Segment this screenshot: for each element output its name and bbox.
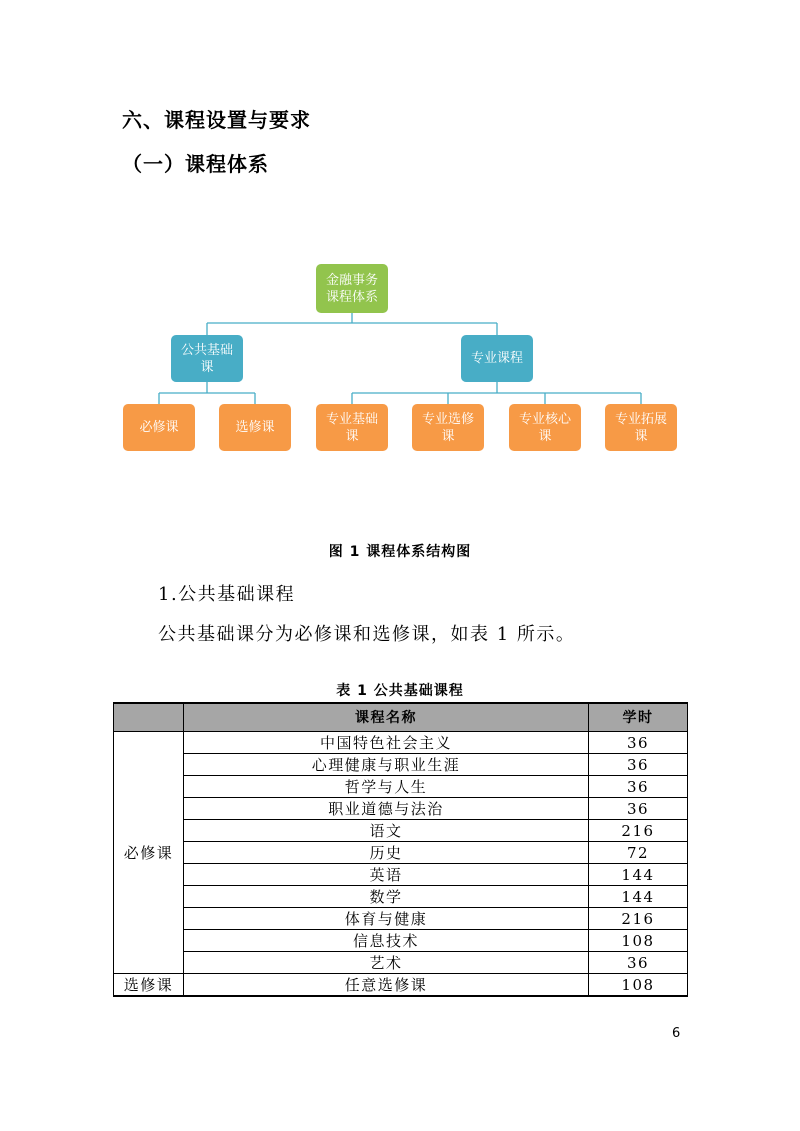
hours-cell: 216 [589,908,688,930]
table-row [114,754,688,776]
table-row [114,798,688,820]
subsection-title: （一）课程体系 [122,152,269,176]
category-cell: 选修课 [114,974,184,997]
header-category [114,703,184,732]
branch-major-line-1: 专业课程 [470,351,523,366]
table-row [114,908,688,930]
hours-cell: 144 [589,886,688,908]
hours-cell: 36 [589,776,688,798]
diagram-leaf-major-extension [605,404,677,451]
diagram-branch-public [171,335,243,382]
leaf-major-core-line-1: 专业核心 [518,411,571,427]
table-row [114,820,688,842]
course-name-cell: 任意选修课 [184,974,589,997]
figure-caption: 图 1 课程体系结构图 [328,544,472,560]
course-name-cell: 数学 [184,886,589,908]
course-name-cell: 英语 [184,864,589,886]
diagram-leaf-required [123,404,195,451]
leaf-major-basic-line-1: 专业基础 [325,411,378,427]
leaf-major-extension-line-2: 课 [634,428,648,444]
hours-cell: 36 [589,732,688,754]
table-row [114,732,688,754]
header-course-name: 课程名称 [184,703,589,732]
diagram-connectors [0,0,800,520]
diagram-leaf-major-elective [412,404,484,451]
table-row [114,886,688,908]
root-line-1: 金融事务 [325,272,378,288]
hours-cell: 72 [589,842,688,864]
branch-public-line-1: 公共基础 [180,342,233,358]
course-name-cell: 语文 [184,820,589,842]
leaf-major-elective-line-2: 课 [441,428,455,444]
branch-public-line-2: 课 [200,359,214,375]
course-name-cell: 中国特色社会主义 [184,732,589,754]
heading-public-courses: 1.公共基础课程 [158,584,296,605]
leaf-required-line-1: 必修课 [139,420,179,435]
course-name-cell: 体育与健康 [184,908,589,930]
header-hours: 学时 [589,703,688,732]
course-name-cell: 哲学与人生 [184,776,589,798]
course-name-cell: 信息技术 [184,930,589,952]
leaf-major-core-line-2: 课 [538,428,552,444]
section-title: 六、课程设置与要求 [122,108,311,132]
table-header-row [114,703,688,732]
table-caption: 表 1 公共基础课程 [336,683,464,699]
leaf-major-basic-line-2: 课 [345,428,359,444]
course-name-cell: 艺术 [184,952,589,974]
table-row [114,930,688,952]
hours-cell: 36 [589,754,688,776]
leaf-major-elective-line-1: 专业选修 [421,411,474,427]
category-cell: 必修课 [114,732,184,974]
diagram-leaf-elective [219,404,291,451]
table-row [114,952,688,974]
course-name-cell: 心理健康与职业生涯 [184,754,589,776]
diagram-root-node [316,264,388,313]
hours-cell: 108 [589,974,688,997]
diagram-leaf-major-basic [316,404,388,451]
course-name-cell: 职业道德与法治 [184,798,589,820]
table-row [114,864,688,886]
table-row [114,974,688,997]
diagram-leaf-major-core [509,404,581,451]
course-name-cell: 历史 [184,842,589,864]
hours-cell: 144 [589,864,688,886]
hours-cell: 216 [589,820,688,842]
table-row [114,776,688,798]
hours-cell: 108 [589,930,688,952]
root-line-2: 课程体系 [325,289,378,305]
public-courses-table [113,702,688,997]
diagram-branch-major [461,335,533,382]
hours-cell: 36 [589,798,688,820]
table-row [114,842,688,864]
leaf-elective-line-1: 选修课 [235,420,275,435]
paragraph-intro: 公共基础课分为必修课和选修课，如表 1 所示。 [158,624,576,645]
leaf-major-extension-line-1: 专业拓展 [614,411,667,427]
hours-cell: 36 [589,952,688,974]
page-number: 6 [672,1026,681,1041]
